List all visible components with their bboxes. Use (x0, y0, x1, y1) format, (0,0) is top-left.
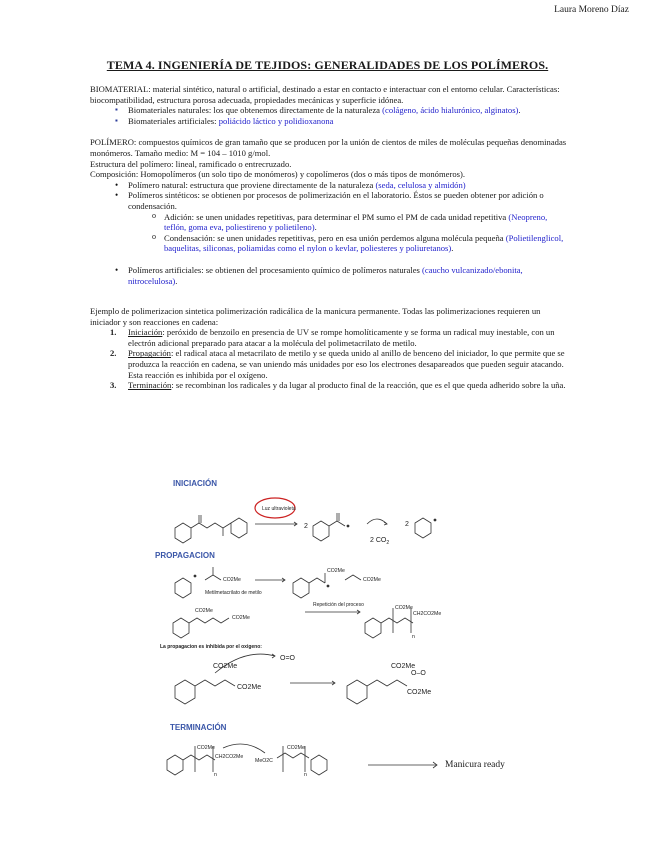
oxigeno-label: La propagacion es inhibida por el oxigeno: (160, 644, 262, 650)
page-title: TEMA 4. INGENIERÍA DE TEJIDOS: GENERALIDADES DE LOS POLÍMEROS. (106, 58, 549, 72)
biomaterial-definition: BIOMATERIAL: material sintético, natural o artificial, destinado a estar en contacto e interactuar con el entorno celular. Características: biocompatibilidad, estructura porosa adecuada, propiedades mecánicas y superficie idónea. (90, 84, 560, 105)
svg-text:O–O: O–O (411, 670, 426, 677)
luz-label: Luz ultravioleta (262, 506, 296, 512)
metil-label: Metilmetacrilato de metilo (205, 590, 262, 596)
coef-label: 2 (405, 521, 409, 528)
list-item: 3. Terminación: se recombinan los radicales y da lugar al producto final de la reacción, que es el que queda adherido sobre la uña. (110, 380, 566, 391)
propagacion-label: PROPAGACION (155, 551, 215, 560)
list-item: 1. Iniciación: peróxido de benzoilo en presencia de UV se rompe homolíticamente y se forma un radical muy inestable, con un electrón adicional preparado para atacar a la molécula del polimetacrilato de metilo. (110, 327, 555, 348)
coef-label: 2 (304, 523, 308, 530)
svg-text:CO2Me: CO2Me (287, 745, 305, 751)
propagation-step-1 (175, 567, 381, 598)
co2-label: 2 $CO_2$ (370, 537, 390, 546)
ejemplo-intro: Ejemplo de polimerizacion sintetica polimerización radicálica de la manicura permanente. Todas las polimerizaciones requieren un iniciador y son reacciones en cadena: (90, 306, 541, 327)
svg-text:CO2Me: CO2Me (223, 577, 241, 583)
list-item: 2. Propagación: el radical ataca al metacrilato de metilo y se queda unido al anillo de benceno del iniciador, lo que permite que se produzca la reacción en cadena, se van uniendo más unidades por eso los electrones desapareados que pueden seguir atacando. Esta reacción es inhibida por el oxígeno. (110, 348, 565, 380)
list-item: ▪ Biomateriales naturales: los que obtenemos directamente de la naturaleza (colágeno, ácido hialurónico, alginatos). (128, 105, 570, 116)
decarboxylation-arrow (367, 519, 387, 524)
svg-text:n: n (214, 772, 217, 778)
list-item: • Polímeros sintéticos: se obtienen por procesos de polimerización en el laboratorio. Éstos se pueden obtener por adición o condensación. o Adición: se unen unidades repetitivas, para determinar el PM sumo el PM de cada unidad repetitiva (Neopreno, teflón, goma eva, poliestireno y polietileno). o Condensación: se unen unidades repetitivas, pero en esa unión perdemos alguna molécula pequeña (Polietilenglicol, baquelitas, siliconas, poliamidas como el nylon o kevlar, poliesteres y poliuretanos). (128, 190, 570, 254)
svg-text:CO2Me: CO2Me (391, 663, 416, 670)
svg-text:CO2Me: CO2Me (237, 684, 262, 691)
oxygen-molecule: O=O (280, 655, 295, 662)
benzoyl-peroxide-molecule (175, 515, 247, 543)
svg-text:CO2Me: CO2Me (197, 745, 215, 751)
benzoyloxy-radical (313, 513, 349, 541)
propagation-step-2 (173, 602, 441, 640)
phenyl-radical (415, 518, 436, 538)
author-name: Laura Moreno Díaz (554, 5, 629, 15)
polimero-list (90, 180, 570, 254)
svg-text:n: n (304, 772, 307, 778)
polimero-artificial-list (90, 265, 570, 286)
biomaterial-list (90, 105, 570, 126)
list-item: • Polímero natural: estructura que proviene directamente de la naturaleza (seda, celulosa y almidón) (128, 180, 570, 191)
reaction-scheme (155, 468, 525, 798)
polimero-composition: Composición: Homopolímeros (un solo tipo de monómeros) y copolímeros (dos o más tipos de monómeros). (90, 169, 465, 180)
svg-text:CH2CO2Me: CH2CO2Me (413, 611, 442, 617)
iniciacion-label: INICIACIÓN (173, 479, 217, 488)
inhibition-reactant (175, 663, 261, 704)
list-item: ▪ Biomateriales artificiales: poliácido láctico y polidioxanona (128, 116, 570, 127)
svg-text:CO2Me: CO2Me (327, 568, 345, 574)
svg-text:CO2Me: CO2Me (363, 577, 381, 583)
repeticion-label: Repetición del proceso (313, 602, 364, 608)
inhibition-product (347, 663, 431, 704)
steps-list (90, 327, 570, 391)
svg-text:CO2Me: CO2Me (395, 605, 413, 611)
svg-text:CO2Me: CO2Me (407, 689, 432, 696)
list-item: o Condensación: se unen unidades repetitivas, pero en esa unión perdemos alguna molécula pequeña (Polietilenglicol, baquelitas, siliconas, poliamidas como el nylon o kevlar, poliesteres y poliuretanos). (164, 233, 570, 254)
sintetico-sublist (128, 212, 570, 254)
terminacion-label: TERMINACIÓN (170, 723, 227, 732)
svg-text:CO2Me: CO2Me (195, 608, 213, 614)
polimero-definition: POLÍMERO: compuestos químicos de gran tamaño que se producen por la unión de cientos de miles de moléculas pequeñas denominadas monómeros. Tamaño medio: M = 104 – 1010 g/mol. (90, 137, 567, 158)
svg-text:CH2CO2Me: CH2CO2Me (215, 754, 244, 760)
svg-text:MeO2C: MeO2C (255, 758, 273, 764)
list-item: • Polímeros artificiales: se obtienen del procesamiento químico de polímeros naturales (caucho vulcanizado/ebonita, nitrocelulosa). (128, 265, 570, 286)
manicura-ready-label: Manicura ready (445, 760, 505, 770)
document-body (90, 84, 570, 391)
svg-text:CO2Me: CO2Me (232, 615, 250, 621)
polimero-structure: Estructura del polímero: lineal, ramificado o entrecruzado. (90, 158, 292, 169)
list-item: o Adición: se unen unidades repetitivas, para determinar el PM sumo el PM de cada unidad repetitiva (Neopreno, teflón, goma eva, poliestireno y polietileno). (164, 212, 570, 233)
svg-text:CO2Me: CO2Me (213, 663, 238, 670)
termination-reactants (167, 744, 327, 778)
svg-text:n: n (412, 634, 415, 640)
